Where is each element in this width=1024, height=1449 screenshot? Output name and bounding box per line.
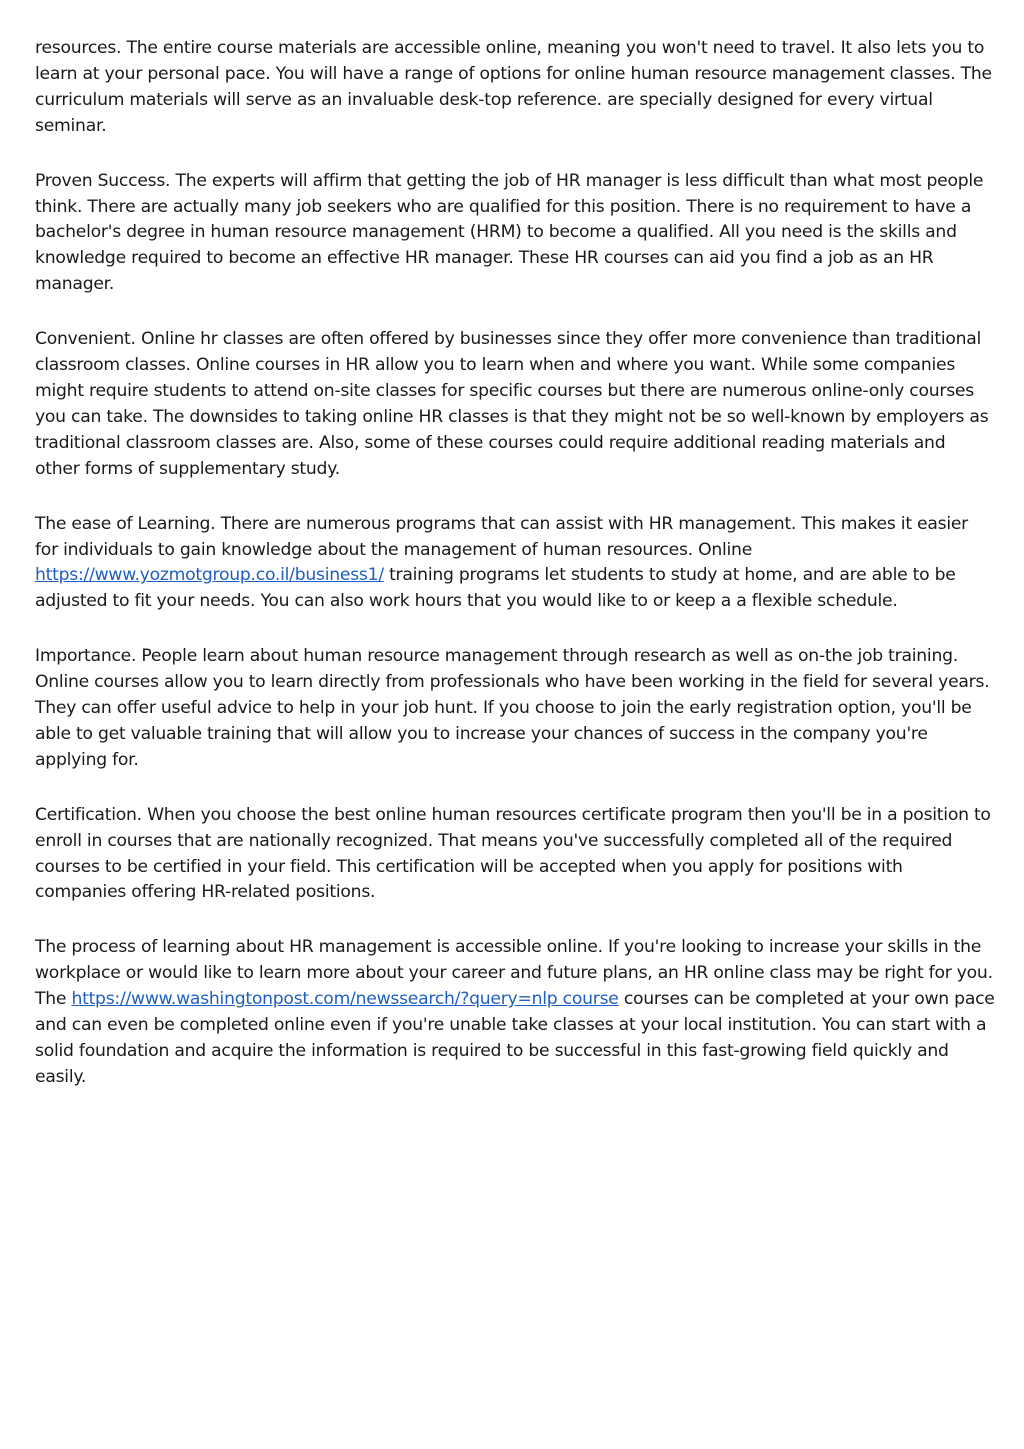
paragraph-text: The process of learning about HR management is accessible online. If you're looking to increase your skills in the workplace or would like to learn more about your career and future plans, an HR online class may be right for you. The bbox=[35, 937, 993, 1010]
paragraph-convenient: Convenient. Online hr classes are often offered by businesses since they offer more convenience than traditional classroom classes. Online courses in HR allow you to learn when and where you want. While some companies might require students to attend on-site classes for specific courses but there are numerous online-only courses you can take. The downsides to taking online HR classes is that they might not be so well-known by employers as traditional classroom classes are. Also, some of these courses could require additional reading materials and other forms of supplementary study. bbox=[35, 329, 989, 479]
paragraph-proven-success: Proven Success. The experts will affirm that getting the job of HR manager is less difficult than what most people think. There are actually many job seekers who are qualified for this position. There is no requirement to have a bachelor's degree in human resource management (HRM) to become a qualified. All you need is the skills and knowledge required to become an effective HR manager. These HR courses can aid you find a job as an HR manager. bbox=[35, 170, 984, 295]
paragraph-resources: resources. The entire course materials are accessible online, meaning you won't need to travel. It also lets you to learn at your personal pace. You will have a range of options for online human resource management classes. The curriculum materials will serve as an invaluable desk-top reference. are specially designed for every virtual seminar. bbox=[35, 38, 992, 136]
washingtonpost-link[interactable]: https://www.washingtonpost.com/newssearch/?query=nlp course bbox=[71, 989, 619, 1010]
paragraph-importance: Importance. People learn about human resource management through research as well as on-the job training. Online courses allow you to learn directly from professionals who have been working in the field for several years. They can offer useful advice to help in your job hunt. If you choose to join the early registration option, you'll be able to get valuable training that will allow you to increase your chances of success in the company you're applying for. bbox=[35, 646, 990, 770]
paragraph-text: training programs let students to study at home, and are able to be adjusted to fit your needs. You can also work hours that you would like to or keep a a flexible schedule. bbox=[35, 565, 956, 612]
paragraph-text: The ease of Learning. There are numerous programs that can assist with HR management. This makes it easier for individuals to gain knowledge about the management of human resources. Online bbox=[35, 513, 969, 560]
paragraph-learning-process bbox=[35, 935, 995, 1090]
yozmotgroup-link[interactable]: https://www.yozmotgroup.co.il/business1/ bbox=[35, 565, 384, 586]
document-body bbox=[35, 36, 995, 1120]
paragraph-certification: Certification. When you choose the best online human resources certificate program then you'll be in a position to enroll in courses that are nationally recognized. That means you've successfully completed all of the required courses to be certified in your field. This certification will be accepted when you apply for positions with companies offering HR-related positions. bbox=[35, 804, 991, 903]
paragraph-ease-of-learning bbox=[35, 512, 995, 616]
paragraph-text: courses can be completed at your own pace and can even be completed online even if you're unable take classes at your local institution. You can start with a solid foundation and acquire the information is required to be successful in this fast-growing field quickly and easily. bbox=[35, 989, 995, 1087]
